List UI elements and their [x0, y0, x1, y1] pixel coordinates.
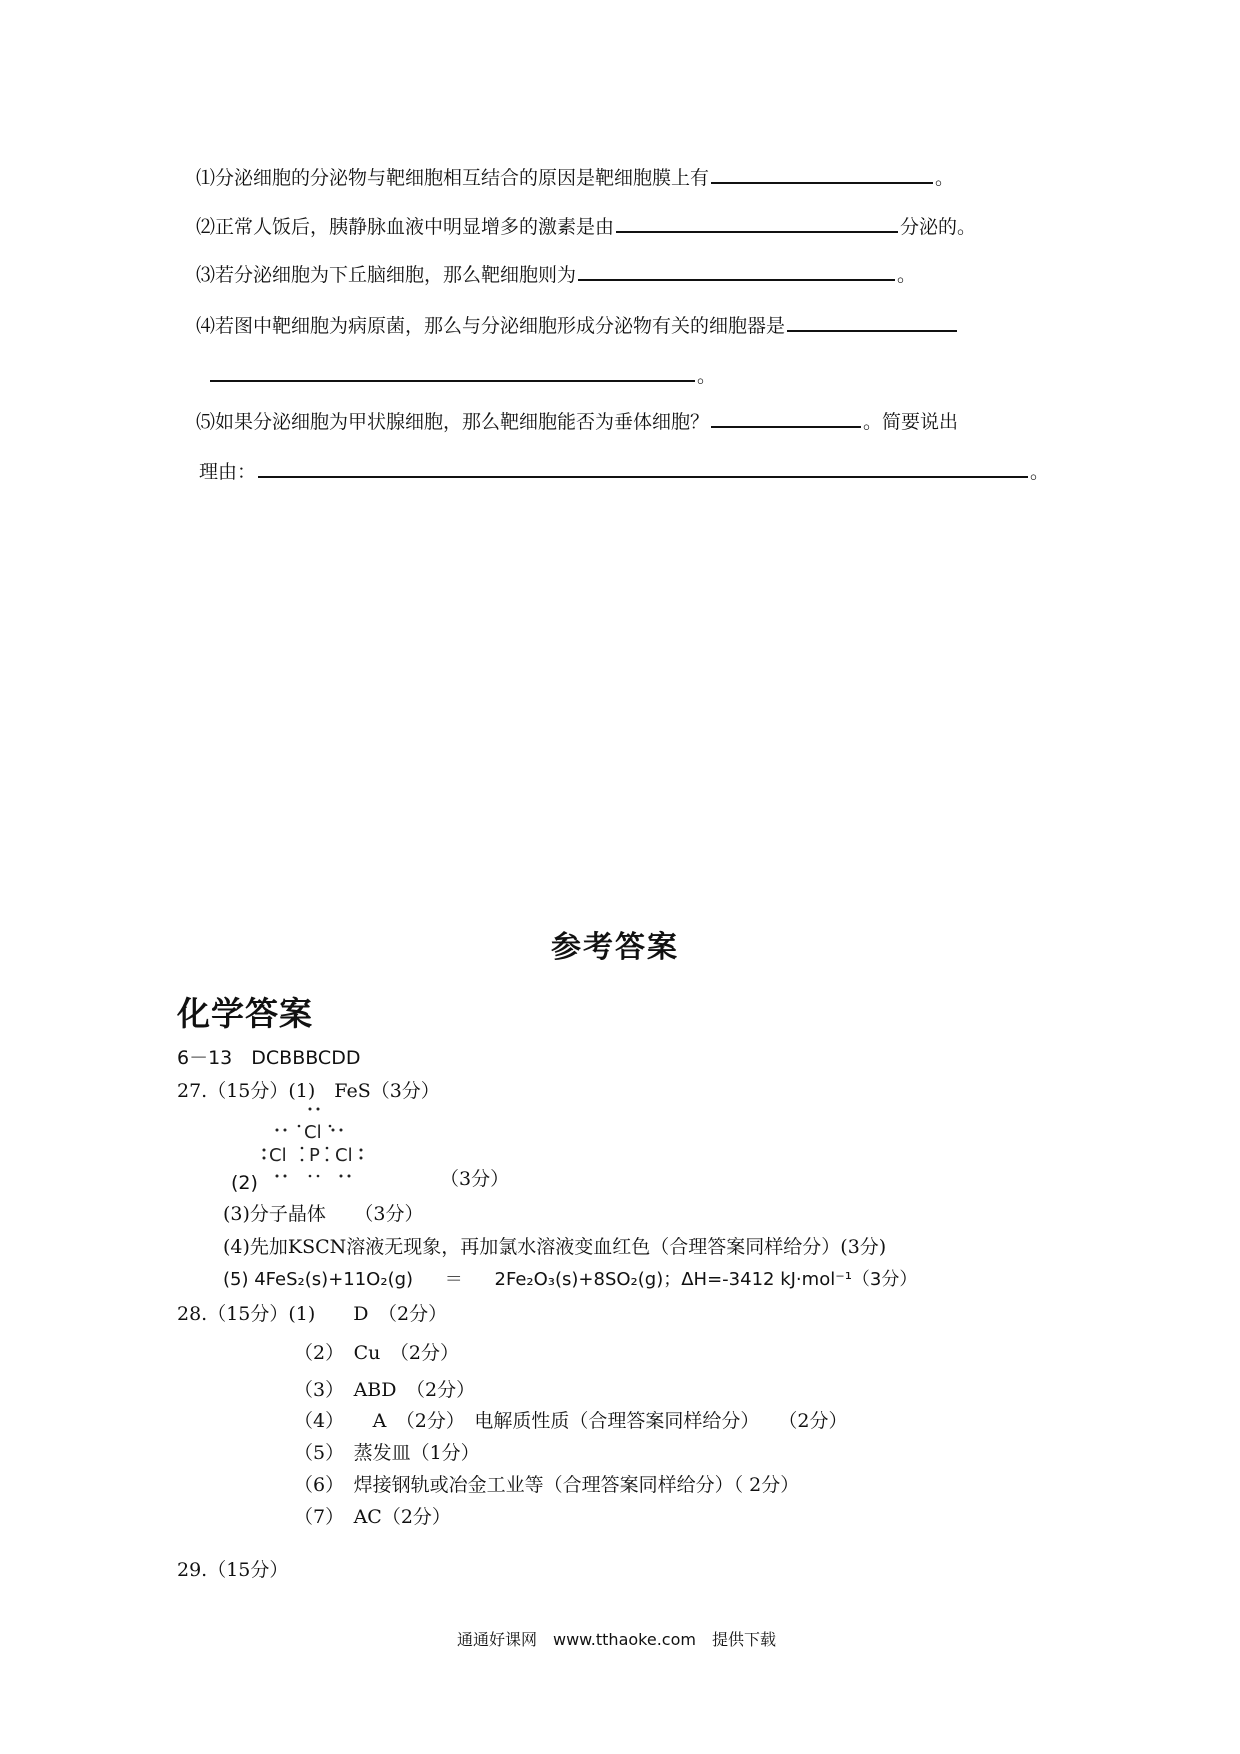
question-5-text: ⑸如果分泌细胞为甲状腺细胞，那么靶细胞能否为垂体细胞？ [196, 411, 710, 433]
q27-part5 [223, 1268, 917, 1292]
question-2-end: 分泌的。 [900, 216, 977, 238]
q28-line-3: （3） ABD （2分） [294, 1379, 476, 1401]
question-1-text: ⑴分泌细胞的分泌物与靶细胞相互结合的原因是靶细胞膜上有 [196, 167, 710, 189]
q27-header: 27.（15分）(1) FeS（3分） [177, 1080, 440, 1102]
q28-line-7: （7） AC（2分） [294, 1506, 451, 1528]
answer-blank [711, 162, 933, 184]
answer-blank [210, 360, 695, 382]
q27-part2-label: (2) [231, 1172, 258, 1194]
chemistry-answers-title: 化学答案 [177, 994, 313, 1033]
answer-blank [711, 406, 861, 428]
q27-part5-equals: ＝ [444, 1269, 463, 1290]
q28-line-5: （5） 蒸发皿（1分） [294, 1442, 480, 1464]
answer-blank [258, 456, 1028, 478]
q28-header: 28.（15分）(1) D （2分） [177, 1303, 448, 1325]
question-3-end: 。 [897, 264, 917, 286]
q27-part4: (4)先加KSCN溶液无现象，再加氯水溶液变血红色（合理答案同样给分）(3分) [223, 1236, 887, 1258]
q27-part2-score: （3分） [440, 1168, 510, 1190]
answer-blank [616, 211, 898, 233]
question-5-end: 。 [1030, 461, 1050, 483]
lewis-cl-right: Cl [335, 1145, 353, 1166]
question-5-reason [199, 456, 1049, 484]
q28-line-2: （2） Cu （2分） [294, 1342, 459, 1364]
q28-line-4: （4） A （2分） 电解质性质（合理答案同样给分） （2分） [294, 1410, 848, 1432]
page-footer: 通通好课网 www.tthaoke.com 提供下载 [457, 1630, 776, 1649]
q27-part5-lhs: 4FeS₂(s)+11O₂(g) [254, 1269, 414, 1290]
lewis-structure-drawing [255, 1104, 375, 1186]
lewis-cl-top: Cl [304, 1122, 322, 1143]
question-4-end: 。 [697, 365, 717, 387]
question-4-continued [208, 360, 716, 388]
answers-title: 参考答案 [551, 930, 679, 965]
question-3-text: ⑶若分泌细胞为下丘脑细胞，那么靶细胞则为 [196, 264, 577, 286]
answer-blank [578, 259, 895, 281]
multiple-choice-answers: 6－13 DCBBBCDD [177, 1047, 361, 1069]
question-1-end: 。 [935, 167, 955, 189]
question-2-text: ⑵正常人饭后，胰静脉血液中明显增多的激素是由 [196, 216, 615, 238]
q27-part3: (3)分子晶体 （3分） [223, 1203, 424, 1225]
question-5-mid: 。简要说出 [863, 411, 959, 433]
question-3 [196, 259, 916, 287]
q28-line-6: （6） 焊接钢轨或冶金工业等（合理答案同样给分）（ 2分） [294, 1474, 800, 1496]
question-4-text: ⑷若图中靶细胞为病原菌，那么与分泌细胞形成分泌物有关的细胞器是 [196, 315, 786, 337]
question-4 [196, 310, 959, 338]
answer-blank [787, 310, 957, 332]
pcl3-lewis-structure [255, 1104, 375, 1186]
q27-part5-label: (5) [223, 1269, 249, 1290]
lewis-p-center: P [309, 1145, 320, 1166]
q27-part5-rhs: 2Fe₂O₃(s)+8SO₂(g)；ΔH=-3412 kJ·mol⁻¹（3分） [494, 1269, 918, 1290]
lewis-cl-left: Cl [269, 1145, 287, 1166]
q29-header: 29.（15分） [177, 1559, 289, 1581]
question-5-reason-label: 理由： [199, 461, 257, 483]
question-2 [196, 211, 976, 239]
question-1 [196, 162, 954, 190]
question-5 [196, 406, 958, 434]
